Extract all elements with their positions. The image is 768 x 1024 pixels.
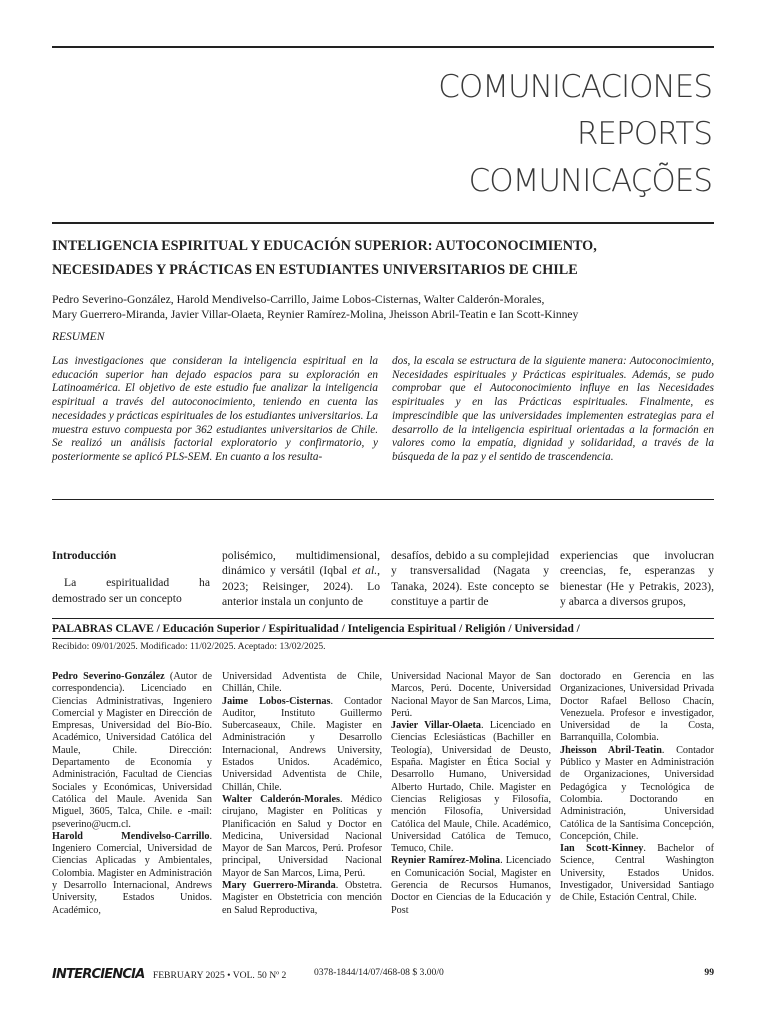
citation-et-al: et al. [352, 564, 378, 578]
keywords-top-rule [52, 618, 714, 619]
author-bio: Ian Scott-Kinney. Bachelor of Science, Central Washington University, Estados Unidos. Investigador, Universidad Santiago de Chile, Estación Central, Chile. [560, 843, 714, 904]
body-paragraph: La espiritualidad ha demostrado ser un concepto [52, 576, 210, 605]
submission-dates: Recibido: 09/01/2025. Modificado: 11/02/2025. Aceptado: 13/02/2025. [52, 641, 326, 652]
body-paragraph: desafíos, debido a su complejidad y transversalidad (Nagata y Tanaka, 2024). Este concepto se constituye a partir de [391, 549, 549, 608]
abstract-label: RESUMEN [52, 331, 105, 343]
abstract-column-1: Las investigaciones que consideran la inteligencia espiritual en la educación superior han dejado espacios para su exploración en Latinoamérica. El objetivo de este estudio fue analizar la inteligencia espiritual a través del autoconocimiento, teniendo en cuenta las necesidades y prácticas espirituales de los estudiantes universitarios. La muestra estuvo compuesta por 362 estudiantes universitarios de Chile. Se realizó un análisis factorial exploratorio y confirmatorio, y posteriormente se aplicó PLS-SEM. En cuanto a los resulta- [52, 355, 378, 463]
body-column-3 [391, 548, 549, 609]
author-bio: Jheisson Abril-Teatin. Contador Público y Master en Administración de Organizaciones, Universidad Pedagógica y Tecnológica de Colombia. Doctorando en Administración, Universidad Católica de la Santísima Concepción, Concepción, Chile. [560, 744, 715, 842]
author-bio: Mary Guerrero-Miranda. Obstetra. Magister en Obstetricia con mención en Salud Reproductiva, [222, 880, 382, 916]
issue-info: FEBRUARY 2025 • VOL. 50 Nº 2 [152, 970, 287, 981]
article-title [52, 235, 714, 281]
article-title-line2: NECESIDADES Y PRÁCTICAS EN ESTUDIANTES UNIVERSITARIOS DE CHILE [52, 262, 578, 278]
author-list [52, 292, 714, 322]
bio-column-3 [391, 671, 551, 917]
author-bio: Universidad Adventista de Chile, Chillán, Chile. [222, 671, 382, 695]
abstract-column-2: dos, la escala se estructura de la siguiente manera: Autoconocimiento, Necesidades espirituales y Prácticas espirituales. Además, se pudo comprobar que el Autoconocimiento influye en las Necesidades espirituales y en las Prácticas espirituales. Finalmente, es imprescindible que las universidades implementen estrategias para el desarrollo de la inteligencia espiritual orientadas a la formación en valores como la empatía, dignidad y solidaridad, a través de la búsqueda de la paz y el sentido de trascendencia. [392, 355, 714, 463]
keywords-bottom-rule [52, 638, 714, 639]
section-heading-pt: COMUNICAÇÕES [468, 163, 712, 199]
journal-logo: INTERCIENCIA [52, 967, 145, 982]
body-column-2 [222, 548, 380, 609]
author-bio: Harold Mendivelso-Carrillo. Ingeniero Comercial, Universidad de Ciencias Aplicadas y Ambientales, Colombia. Magister en Administración y Desarrollo Internacional, Andrews University, Estados Unidos. Académico, [52, 830, 212, 916]
article-title-line1: INTELIGENCIA ESPIRITUAL Y EDUCACIÓN SUPERIOR: AUTOCONOCIMIENTO, [52, 238, 597, 254]
section-heading-es: COMUNICACIONES [438, 69, 712, 105]
body-paragraph: experiencias que involucran creencias, fe, esperanzas y bienestar (He y Petrakis, 2023), y abarca a diversos grupos, [560, 549, 714, 608]
bio-column-1 [52, 671, 212, 917]
page-number: 99 [704, 967, 714, 978]
author-bio: Pedro Severino-González (Autor de correspondencia). Licenciado en Ciencias Administrativas, Ingeniero Comercial y Magister en Dirección de Empresas, Universidad del Bío-Bío. Académico, Universidad Católica del Maule, Chile. Dirección: Departamento de Economía y Administración, Facultad de Ciencias Sociales y Económicas, Universidad Católica del Maule. Avenida San Miguel, 3605, Talca, Chile. e -mail: pseverino@ucm.cl. [52, 671, 212, 830]
title-rule [52, 222, 714, 224]
author-bio: Jaime Lobos-Cisternas. Contador Auditor, Instituto Guillermo Subercaseaux, Chile. Magister en Administración y Desarrollo Internacional, Andrews University, Estados Unidos. Académico, Universidad Adventista de Chile, Chillán, Chile. [222, 695, 382, 793]
keywords-line: PALABRAS CLAVE / Educación Superior / Espiritualidad / Inteligencia Espiritual / Religión / Universidad / [52, 623, 580, 635]
author-list-line1: Pedro Severino-González, Harold Mendivelso-Carrillo, Jaime Lobos-Cisternas, Walter Calderón-Morales, [52, 293, 545, 306]
bio-column-4 [560, 671, 714, 905]
body-column-1 [52, 548, 210, 606]
author-bio: Javier Villar-Olaeta. Licenciado en Ciencias Eclesiásticas (Bachiller en Teología), Universidad de Deusto, España. Magister en Ética Social y Desarrollo Humano, Universidad Alberto Hurtado, Chile. Magister en Ciencias Religiosas y Filosofía, mención Filosofía, Universidad Católica del Maule, Chile. Académico, Universidad Católica de Temuco, Temuco, Chile. [391, 720, 551, 855]
section-heading-en: REPORTS [576, 116, 712, 152]
author-bio: Walter Calderón-Morales. Médico cirujano, Magister en Políticas y Planificación en Salud y Doctor en Medicina, Universidad Nacional Mayor de San Marcos, Perú. Profesor principal, Universidad Nacional Mayor de San Marcos, Lima, Perú. [222, 793, 382, 879]
bio-column-2 [222, 671, 382, 917]
body-column-4 [560, 548, 714, 609]
issn-code: 0378-1844/14/07/468-08 $ 3.00/0 [314, 967, 444, 978]
abstract-bottom-rule [52, 499, 714, 500]
section-heading [438, 64, 712, 205]
author-bio: Reynier Ramírez-Molina. Licenciado en Comunicación Social, Magister en Gerencia de Recursos Humanos, Doctor en Ciencias de la Educación y Post [391, 855, 551, 916]
body-paragraph: polisémico, multidimensional, dinámico y versátil (Iqbal et al., 2023; Reisinger, 2024). Lo anterior instala un conjunto de [222, 549, 381, 608]
top-rule [52, 46, 714, 48]
author-list-line2: Mary Guerrero-Miranda, Javier Villar-Olaeta, Reynier Ramírez-Molina, Jheisson Abril-Teatin e Ian Scott-Kinney [52, 308, 579, 321]
section-heading-introduccion: Introducción [52, 549, 117, 562]
author-bio: doctorado en Gerencia en las Organizaciones, Universidad Privada Doctor Rafael Belloso Chacín, Venezuela. Profesor e investigador, Universidad de la Costa, Barranquilla, Colombia. [560, 671, 714, 744]
author-bio: Universidad Nacional Mayor de San Marcos, Perú. Docente, Universidad Nacional Mayor de San Marcos, Lima, Perú. [391, 671, 551, 719]
journal-footer [52, 967, 286, 982]
